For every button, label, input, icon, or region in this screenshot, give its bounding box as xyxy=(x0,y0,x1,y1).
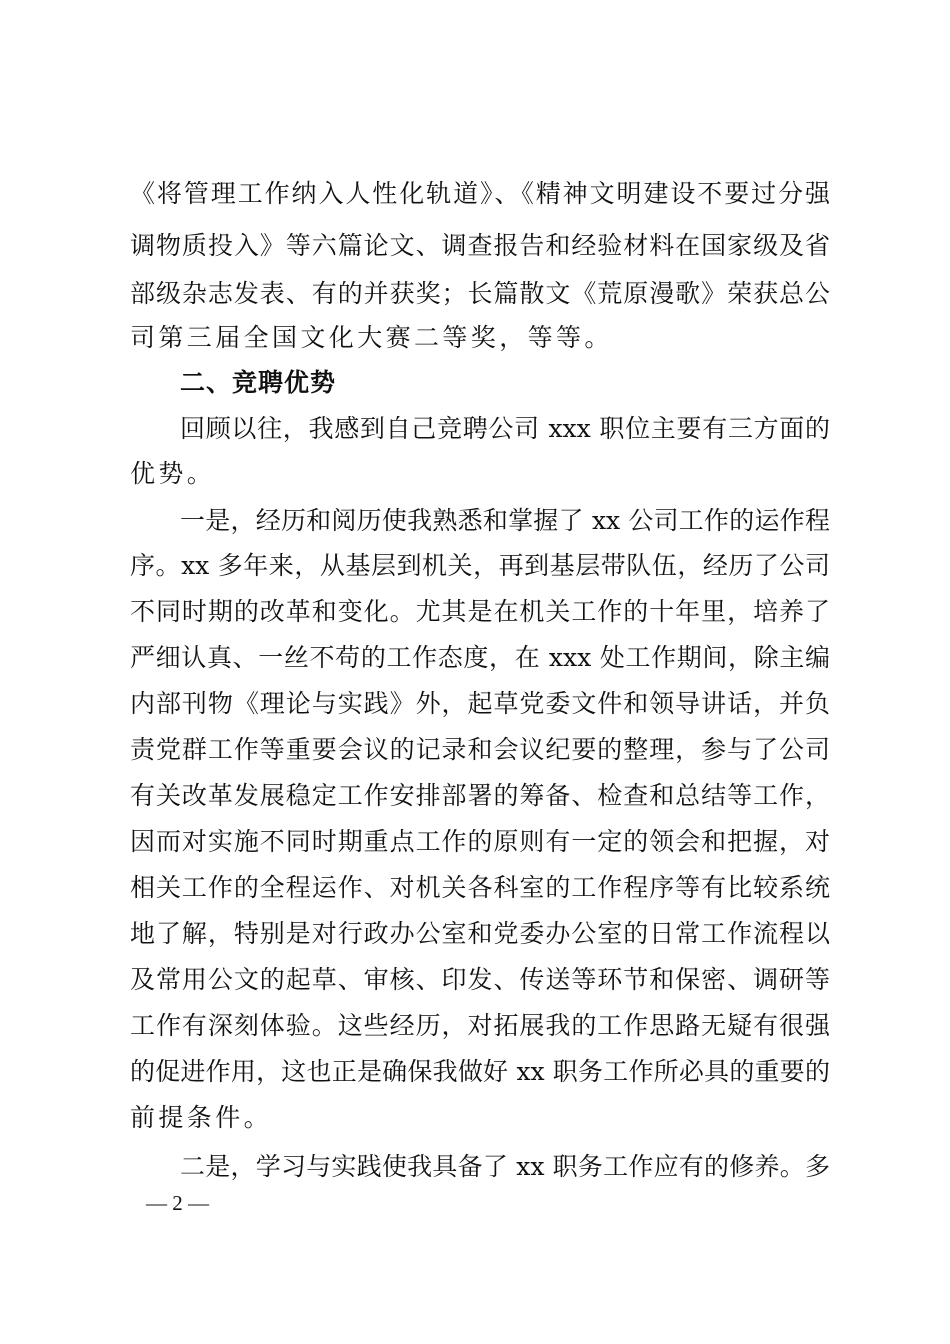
paragraph-line-9: 序。xx 多年来，从基层到机关，再到基层带队伍，经历了公司 xyxy=(130,551,830,580)
paragraph-line-21: 前提条件。 xyxy=(130,1103,273,1132)
paragraph-line-8: 一是，经历和阅历使我熟悉和掌握了 xx 公司工作的运作程 xyxy=(180,506,830,535)
paragraph-line-22: 二是，学习与实践使我具备了 xx 职务工作应有的修养。多 xyxy=(180,1152,830,1181)
paragraph-line-13: 责党群工作等重要会议的记录和会议纪要的整理，参与了公司 xyxy=(130,735,830,764)
paragraph-line-14: 有关改革发展稳定工作安排部署的筹备、检查和总结等工作， xyxy=(130,781,830,810)
paragraph-line-17: 地了解，特别是对行政办公室和党委办公室的日常工作流程以 xyxy=(130,919,830,948)
paragraph-line-19: 工作有深刻体验。这些经历，对拓展我的工作思路无疑有很强 xyxy=(130,1011,830,1040)
paragraph-line-12: 内部刊物《理论与实践》外，起草党委文件和领导讲话，并负 xyxy=(130,689,830,718)
paragraph-line-20: 的促进作用，这也正是确保我做好 xx 职务工作所必具的重要的 xyxy=(130,1057,830,1086)
paragraph-line-11: 严细认真、一丝不苟的工作态度，在 xxx 处工作期间，除主编 xyxy=(130,643,830,672)
paragraph-line-3: 部级杂志发表、有的并获奖；长篇散文《荒原漫歌》荣获总公 xyxy=(130,279,830,308)
paragraph-line-1: 《将管理工作纳入人性化轨道》、《精神文明建设不要过分强 xyxy=(130,179,830,208)
section-heading: 二、竞聘优势 xyxy=(180,368,337,397)
paragraph-line-7: 优势。 xyxy=(130,459,216,488)
paragraph-line-4: 司第三届全国文化大赛二等奖，等等。 xyxy=(130,323,613,352)
paragraph-line-16: 相关工作的全程运作、对机关各科室的工作程序等有比较系统 xyxy=(130,873,830,902)
paragraph-line-18: 及常用公文的起草、审核、印发、传送等环节和保密、调研等 xyxy=(130,965,830,994)
paragraph-line-10: 不同时期的改革和变化。尤其是在机关工作的十年里，培养了 xyxy=(130,597,830,626)
paragraph-line-2: 调物质投入》等六篇论文、调查报告和经验材料在国家级及省 xyxy=(130,231,830,260)
paragraph-line-15: 因而对实施不同时期重点工作的原则有一定的领会和把握，对 xyxy=(130,827,830,856)
paragraph-line-6: 回顾以往，我感到自己竞聘公司 xxx 职位主要有三方面的 xyxy=(180,414,830,443)
page-number: — 2 — xyxy=(146,1191,209,1215)
